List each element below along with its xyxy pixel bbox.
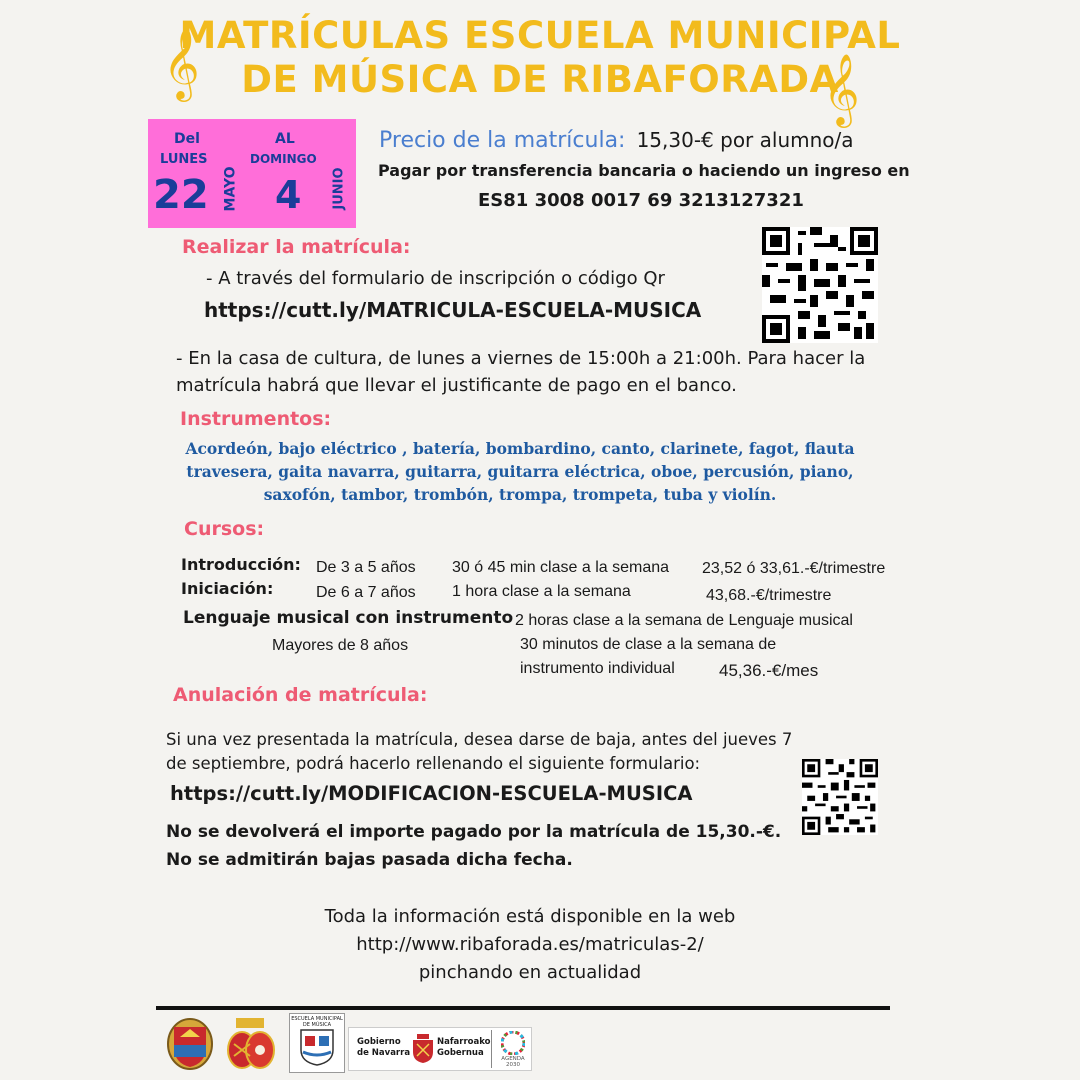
courses-heading: Cursos: (184, 518, 265, 540)
music-school-emblem-icon (297, 1028, 337, 1066)
lenguaje-course-time-1: 2 horas clase a la semana de Lenguaje musical (515, 612, 853, 629)
cancel-url-link[interactable]: https://cutt.ly/MODIFICACION-ESCUELA-MUSICA (170, 782, 693, 805)
intro-course-age: De 3 a 5 años (316, 559, 416, 576)
enroll-form-text: - A través del formulario de inscripción o código Qr (206, 268, 665, 289)
gov-eu-line-2: Gobernua (437, 1048, 484, 1058)
intro-course-time: 30 ó 45 min clase a la semana (452, 559, 670, 576)
inic-course-age: De 6 a 7 años (316, 584, 416, 601)
footer-info (290, 903, 770, 987)
cancel-text-2: de septiembre, podrá hacerlo rellenando el siguiente formulario: (166, 754, 701, 773)
payment-text: Pagar por transferencia bancaria o haciendo un ingreso en (378, 161, 910, 180)
cancel-warning-1: No se devolverá el importe pagado por la matrícula de 15,30.-€. (166, 822, 782, 842)
in-person-text-2: matrícula habrá que llevar el justificante de pago en el banco. (176, 375, 737, 396)
date-range-box (148, 119, 356, 228)
gobierno-de-navarra-logo (348, 1027, 532, 1071)
from-number: 22 (153, 172, 209, 218)
qr-code-icon[interactable] (762, 227, 878, 343)
cancel-warning-2: No se admitirán bajas pasada dicha fecha. (166, 850, 573, 870)
intro-course-price: 23,52 ó 33,61.-€/trimestre (702, 560, 886, 577)
lenguaje-course-time-3: instrumento individual (520, 660, 675, 677)
music-school-logo (289, 1013, 345, 1073)
cancel-heading: Anulación de matrícula: (173, 684, 428, 706)
gov-eu-line-1: Nafarroako (437, 1037, 491, 1047)
in-person-text: - En la casa de cultura, de lunes a viernes de 15:00h a 21:00h. Para hacer la (176, 348, 866, 369)
music-school-logo-text-2: DE MÚSICA (302, 1022, 332, 1028)
to-number: 4 (275, 173, 302, 217)
page-title-line1: MATRÍCULAS ESCUELA MUNICIPAL (179, 14, 901, 57)
agenda-text-2: 2030 (506, 1062, 520, 1068)
iban: ES81 3008 0017 69 3213127321 (478, 190, 804, 211)
lenguaje-course-name: Lenguaje musical con instrumento (183, 608, 514, 628)
footer-line-1: Toda la información está disponible en la web (324, 906, 736, 927)
lenguaje-course-time-2: 30 minutos de clase a la semana de (520, 636, 777, 653)
agenda-text-1: AGENDA (501, 1056, 525, 1062)
gov-es-line-2: de Navarra (357, 1048, 411, 1058)
navarra-coat-of-arms-logo (222, 1016, 278, 1072)
footer-web-link[interactable]: http://www.ribaforada.es/matriculas-2/ (356, 934, 704, 955)
treble-clef-icon-left: 𝄞 (163, 26, 200, 99)
navarra-shield-icon (412, 1034, 434, 1064)
enroll-url-link[interactable]: https://cutt.ly/MATRICULA-ESCUELA-MUSICA (204, 298, 702, 322)
from-day: LUNES (160, 152, 208, 167)
qr-code-icon-2[interactable] (802, 759, 878, 835)
agenda-2030-icon (501, 1031, 525, 1055)
lenguaje-course-price: 45,36.-€/mes (719, 661, 819, 680)
instruments-line-3: saxofón, tambor, trombón, trompa, trompeta, tuba y violín. (263, 485, 777, 504)
instruments-list (130, 437, 910, 506)
instruments-line-2: travesera, gaita navarra, guitarra, guitarra eléctrica, oboe, percusión, piano, (186, 462, 854, 481)
inic-course-price: 43,68.-€/trimestre (706, 587, 832, 604)
to-month: JUNIO (331, 167, 347, 210)
from-month: MAYO (222, 166, 239, 212)
cancel-text-1: Si una vez presentada la matrícula, desea darse de baja, antes del jueves 7 (166, 730, 793, 749)
from-label: Del (174, 131, 200, 147)
instruments-heading: Instrumentos: (180, 408, 332, 430)
page-title-line2: DE MÚSICA DE RIBAFORADA (241, 58, 839, 101)
music-school-logo-text-1: ESCUELA MUNICIPAL (291, 1016, 343, 1022)
intro-course-name: Introducción: (181, 555, 301, 574)
inic-course-name: Iniciación: (181, 579, 274, 598)
to-day: DOMINGO (250, 152, 317, 166)
price-value: 15,30-€ por alumno/a (636, 128, 854, 152)
treble-clef-icon-right: 𝄞 (823, 52, 860, 125)
price-label: Precio de la matrícula: (379, 128, 626, 153)
price-line (379, 128, 854, 153)
agenda-2030-text (497, 1056, 529, 1068)
lenguaje-course-age: Mayores de 8 años (272, 637, 409, 654)
enroll-heading: Realizar la matrícula: (182, 236, 411, 258)
ribaforada-shield-logo (166, 1017, 214, 1071)
footer-line-3: pinchando en actualidad (418, 962, 642, 983)
to-label: AL (275, 131, 295, 147)
gov-es-line-1: Gobierno (357, 1037, 401, 1047)
inic-course-time: 1 hora clase a la semana (452, 583, 631, 600)
footer-divider (156, 1006, 890, 1010)
instruments-line-1: Acordeón, bajo eléctrico , batería, bombardino, canto, clarinete, fagot, flauta (185, 439, 855, 458)
